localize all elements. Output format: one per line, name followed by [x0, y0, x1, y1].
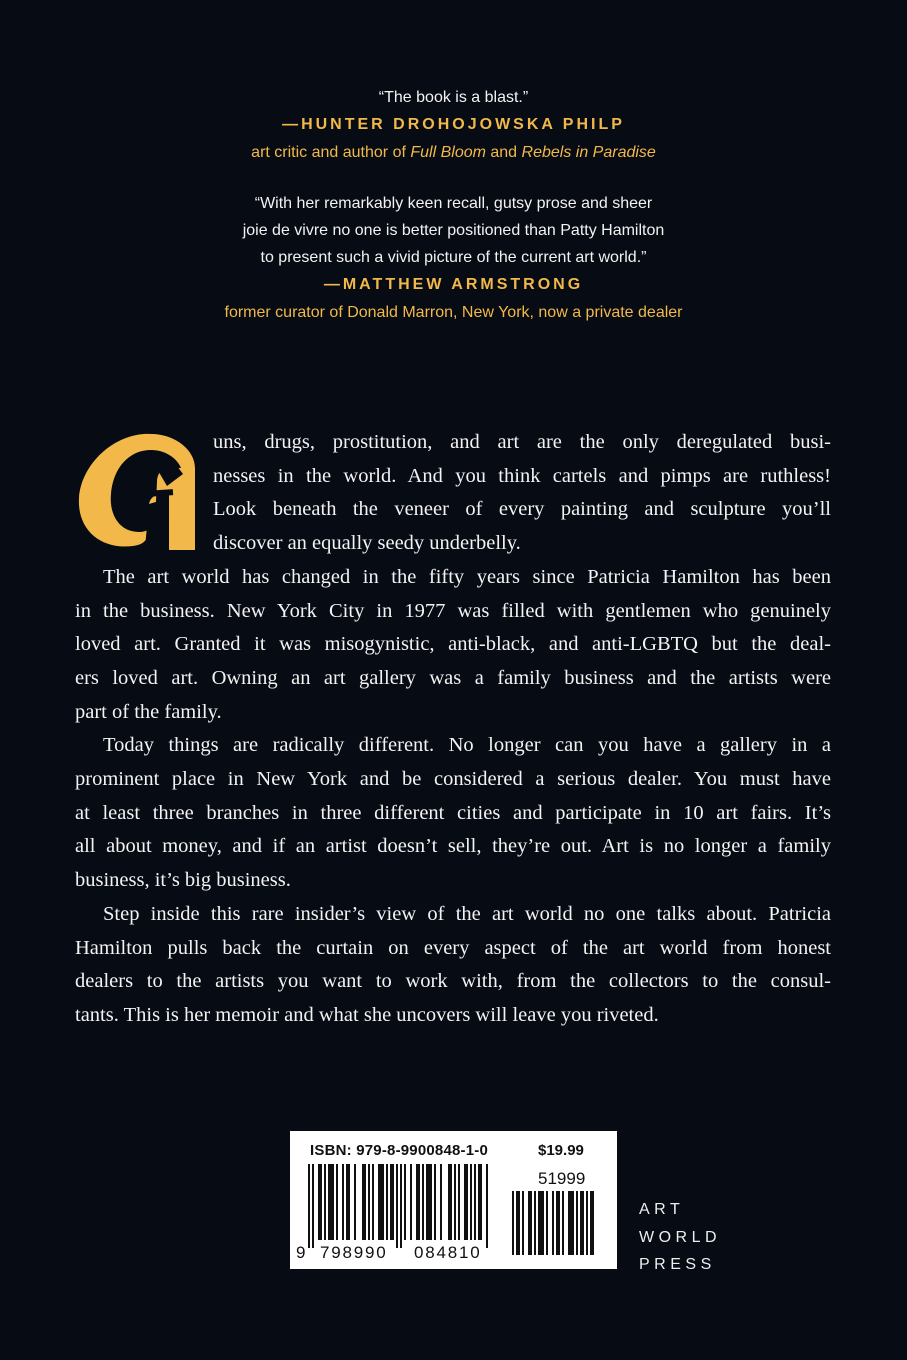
blurb-quote-line: “With her remarkably keen recall, gutsy prose and sheer: [254, 195, 653, 212]
barcode-bar: [522, 1191, 524, 1255]
barcode-bar: [368, 1164, 370, 1240]
blurb-quote-line: joie de vivre no one is better positioned than Patty Hamilton: [242, 222, 665, 239]
endorsements: [0, 84, 907, 327]
blurb-quote: “The book is a blast.”: [378, 89, 529, 106]
blurb-credit: [0, 139, 907, 167]
text-line: discover an equally seedy underbelly.: [213, 532, 521, 555]
book-description: [75, 426, 831, 1033]
credit-book-title: Full Bloom: [410, 144, 486, 161]
paragraph-3: [75, 729, 831, 898]
barcode-bar: [312, 1164, 314, 1248]
barcode-bar: [586, 1191, 588, 1255]
text-line: at least three branches in three different cities and participate in 10 art fairs. It’s: [75, 801, 831, 824]
barcode-bar: [546, 1191, 548, 1255]
ean-barcode-bars: [308, 1164, 504, 1248]
drop-cap-g: [75, 428, 203, 554]
barcode-bar: [308, 1164, 310, 1248]
text-line: business, it’s big business.: [75, 869, 291, 892]
barcode-bar: [416, 1164, 420, 1240]
credit-prefix: art critic and author of: [251, 144, 411, 161]
barcode-bar: [354, 1164, 356, 1240]
barcode-bar: [486, 1164, 488, 1248]
barcode-bar: [426, 1164, 432, 1240]
blurb-credit: former curator of Donald Marron, New York, now a private dealer: [224, 304, 683, 321]
barcode-bar: [590, 1191, 594, 1255]
paragraph-1: [75, 426, 831, 561]
text-line: ers loved art. Owning an art gallery was a family business and the artists were: [75, 666, 831, 689]
barcode-bar: [400, 1164, 402, 1248]
barcode-bar: [464, 1164, 468, 1240]
barcode-bar: [404, 1164, 406, 1240]
text-line: Hamilton pulls back the curtain on every aspect of the art world from honest: [75, 936, 831, 959]
barcode-bar: [556, 1191, 560, 1255]
barcode-bar: [328, 1164, 334, 1240]
barcode-bar: [440, 1164, 442, 1240]
isbn-label: ISBN: 979-8-9900848-1-0: [310, 1142, 489, 1159]
barcode-bar: [458, 1164, 460, 1240]
publisher-line: PRESS: [639, 1256, 716, 1273]
barcode-bar: [422, 1164, 424, 1240]
barcode-bar: [576, 1191, 578, 1255]
price-label: $19.99: [538, 1142, 584, 1159]
text-line: part of the family.: [75, 700, 222, 723]
drop-cap-g-icon: [75, 428, 203, 554]
addon-barcode-bars: [512, 1191, 610, 1255]
barcode-bar: [448, 1164, 452, 1240]
svg-text:G: G: [75, 428, 76, 429]
isbn-barcode: [290, 1131, 617, 1269]
blurb-quote-line: to present such a vivid picture of the current art world.”: [260, 249, 647, 266]
publisher-line: WORLD: [639, 1228, 722, 1246]
text-line: tants. This is her memoir and what she uncovers will leave you riveted.: [75, 1003, 659, 1026]
credit-joiner: and: [485, 144, 522, 161]
barcode-digits: [296, 1243, 482, 1343]
text-line: prominent place in New York and be considered a serious dealer. You must have: [75, 768, 831, 791]
barcode-bar: [512, 1191, 514, 1255]
blurb-author: —HUNTER DROHOJOWSKA PHILP: [282, 116, 625, 133]
text-line: all about money, and if an artist doesn’t sell, they’re out. Art is no longer a family: [75, 835, 831, 858]
barcode-bar: [324, 1164, 326, 1240]
barcode-bar: [378, 1164, 384, 1240]
barcode-digit-lead: 9: [296, 1243, 306, 1262]
paragraph-4: [75, 898, 831, 1033]
blurb-armstrong: [0, 190, 907, 327]
barcode-bar: [390, 1164, 394, 1240]
barcode-bar: [562, 1191, 564, 1255]
blurb-philp: [0, 84, 907, 167]
barcode-bar: [318, 1164, 322, 1240]
paragraph-2: [75, 561, 831, 730]
blurb-author: —MATTHEW ARMSTRONG: [323, 276, 584, 293]
price-addon-code: 51999: [538, 1169, 586, 1188]
text-line: Step inside this rare insider’s view of the art world no one talks about. Patricia: [103, 902, 831, 925]
text-line: Today things are radically different. No longer can you have a gallery in a: [103, 734, 831, 757]
barcode-bar: [434, 1164, 436, 1240]
text-line: nesses in the world. And you think cartels and pimps are ruthless!: [213, 464, 831, 487]
barcode-bar: [396, 1164, 398, 1248]
barcode-bar: [346, 1164, 350, 1240]
barcode-bar: [568, 1191, 574, 1255]
barcode-bar: [342, 1164, 344, 1240]
barcode-bar: [470, 1164, 472, 1240]
barcode-bar: [372, 1164, 374, 1240]
credit-book-title: Rebels in Paradise: [521, 144, 656, 161]
text-line: loved art. Granted it was misogynistic, anti-black, and anti-LGBTQ but the deal-: [75, 633, 831, 656]
text-line: The art world has changed in the fifty years since Patricia Hamilton has been: [103, 565, 831, 588]
barcode-bar: [528, 1191, 532, 1255]
barcode-bar: [410, 1164, 412, 1240]
text-line: Look beneath the veneer of every painting and sculpture you’ll: [213, 498, 831, 521]
barcode-bar: [516, 1191, 520, 1255]
barcode-digits-left: 798990: [320, 1243, 388, 1262]
barcode-bar: [474, 1164, 476, 1240]
barcode-bar: [454, 1164, 456, 1240]
publisher-line: ART: [639, 1201, 685, 1218]
barcode-bar: [362, 1164, 366, 1240]
barcode-bar: [580, 1191, 584, 1255]
barcode-bar: [386, 1164, 388, 1240]
text-line: dealers to the artists you want to work with, from the collectors to the consul-: [75, 970, 831, 993]
barcode-bar: [336, 1164, 338, 1240]
barcode-bar: [534, 1191, 536, 1255]
publisher-logo: [639, 1196, 721, 1279]
barcode-digits-right: 084810: [414, 1243, 482, 1262]
text-line: in the business. New York City in 1977 was filled with gentlemen who genuinely: [75, 599, 831, 622]
barcode-bar: [552, 1191, 554, 1255]
barcode-bar: [478, 1164, 482, 1240]
barcode-bar: [538, 1191, 544, 1255]
text-line: uns, drugs, prostitution, and art are the only deregulated busi-: [213, 431, 831, 453]
